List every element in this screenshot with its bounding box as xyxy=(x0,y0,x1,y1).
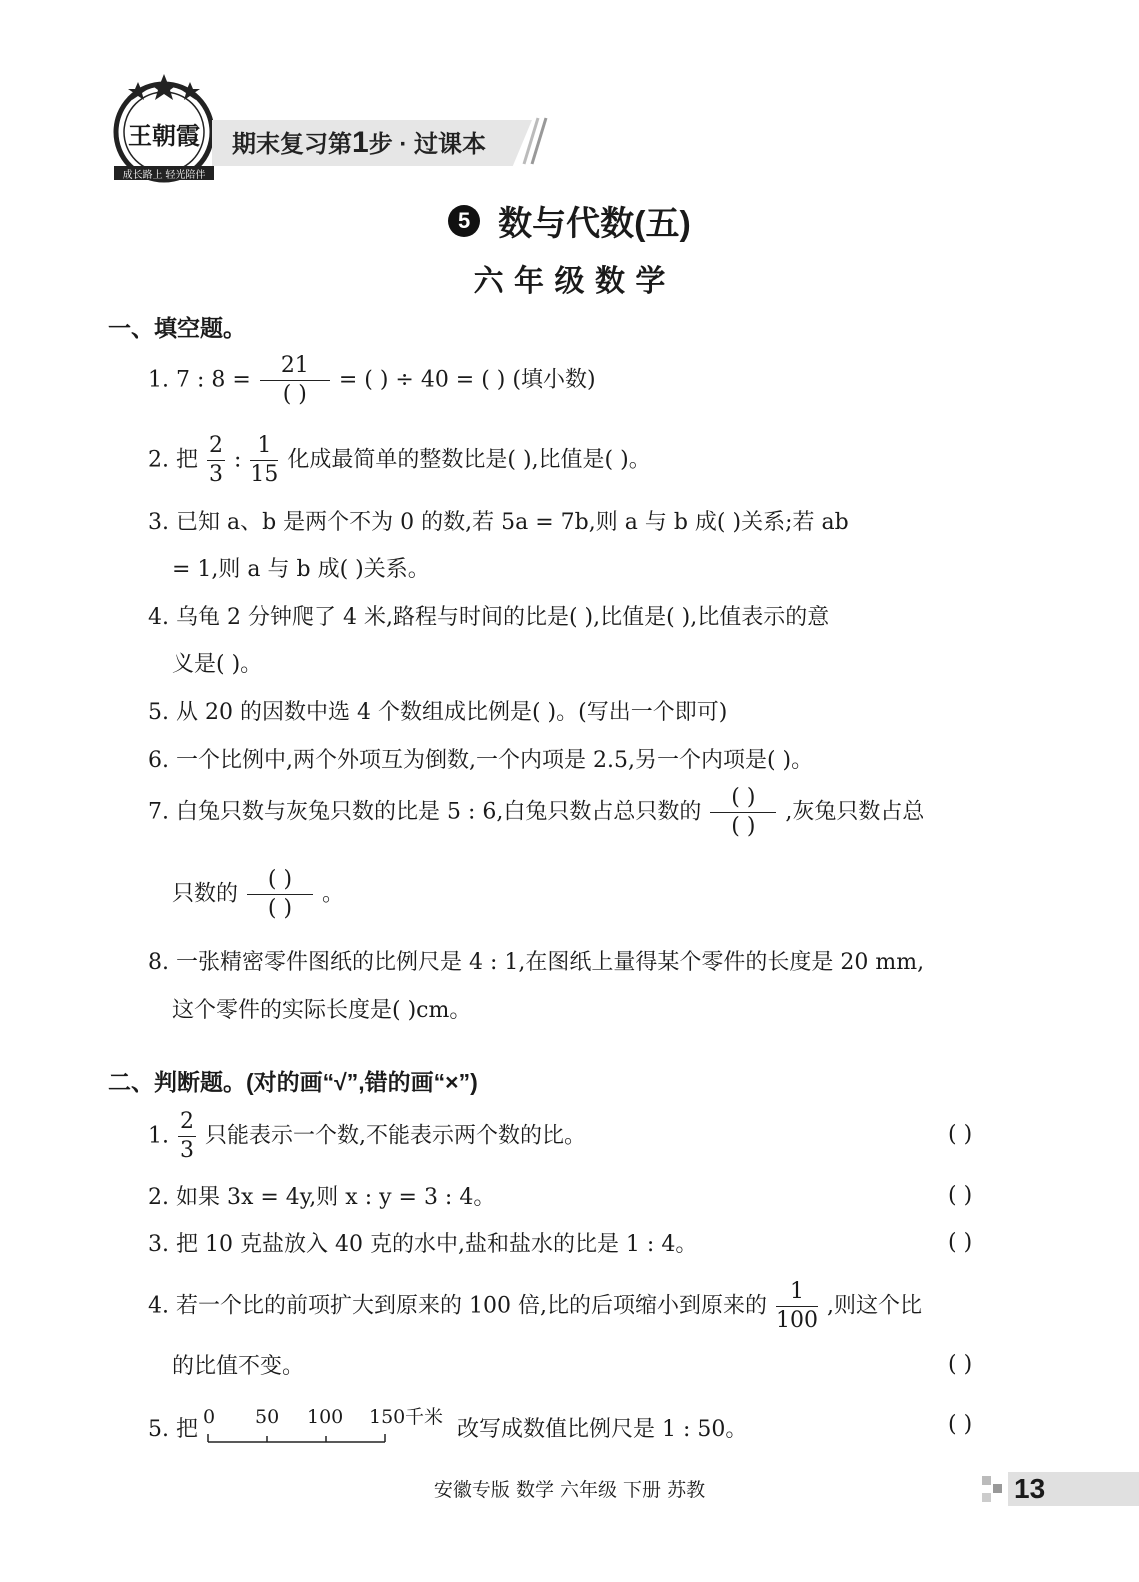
j1-fraction xyxy=(178,1108,196,1165)
judge-q2-answer[interactable]: ( ) xyxy=(948,1183,973,1208)
q2-colon: : xyxy=(233,447,242,473)
header-banner-text xyxy=(232,124,486,160)
fill-q8-line2: 这个零件的实际长度是( )cm。 xyxy=(172,998,472,1023)
fill-q4-line1: 4. 乌龟 2 分钟爬了 4 米,路程与时间的比是( ),比值是( ),比值表示的意 xyxy=(148,605,830,630)
logo-text: 王朝霞 xyxy=(128,121,200,150)
fill-q4-line2: 义是( )。 xyxy=(172,652,263,677)
footer-text: 安徽专版 数学 六年级 下册 苏教 xyxy=(433,1479,706,1501)
scale-bar xyxy=(202,1406,450,1448)
judge-q2: 2. 如果 3x = 4y,则 x : y = 3 : 4。 xyxy=(148,1185,496,1210)
fill-q6: 6. 一个比例中,两个外项互为倒数,一个内项是 2.5,另一个内项是( )。 xyxy=(148,748,814,773)
j4-suffix: ,则这个比 xyxy=(826,1293,922,1319)
j4-den: 100 xyxy=(775,1308,818,1333)
fill-q5: 5. 从 20 的因数中选 4 个数组成比例是( )。(写出一个即可) xyxy=(148,700,728,725)
fill-q3-line2: = 1,则 a 与 b 成( )关系。 xyxy=(172,557,430,582)
judge-q4-line2: 的比值不变。 xyxy=(172,1354,305,1379)
q7-prefix: 7. 白兔只数与灰兔只数的比是 5 : 6,白兔只数占总只数的 xyxy=(148,799,702,825)
j1-num: 2 xyxy=(178,1108,196,1137)
judge-q1-answer[interactable]: ( ) xyxy=(948,1122,973,1147)
fill-q1 xyxy=(148,352,596,409)
q1-prefix: 1. 7 : 8 = xyxy=(148,367,251,393)
logo-ribbon-text: 成长路上 轻光陪伴 xyxy=(122,170,206,181)
scale-label-100: 100 xyxy=(306,1406,344,1428)
q1-numerator: 21 xyxy=(260,352,330,381)
section1-heading: 一、填空题。 xyxy=(108,315,246,341)
scale-label-0: 0 xyxy=(202,1406,216,1428)
j5-prefix: 5. 把 xyxy=(148,1417,198,1442)
section2-heading: 二、判断题。(对的画“√”,错的画“×”) xyxy=(108,1069,478,1095)
q2-fraction-2 xyxy=(250,432,278,489)
j5-suffix: 改写成数值比例尺是 1 : 50。 xyxy=(456,1417,748,1442)
scale-line-icon xyxy=(207,1432,397,1446)
judge-q3: 3. 把 10 克盐放入 40 克的水中,盐和盐水的比是 1 : 4。 xyxy=(148,1232,698,1257)
fill-q7-line2 xyxy=(172,866,344,923)
j4-num: 1 xyxy=(776,1278,818,1307)
fill-q3-line1: 3. 已知 a、b 是两个不为 0 的数,若 5a = 7b,则 a 与 b 成( )关系;若 ab xyxy=(148,510,849,535)
footer-squares xyxy=(982,1476,1004,1502)
q7-line2-text: 只数的 xyxy=(172,881,239,907)
q2-f2-num: 1 xyxy=(250,432,278,461)
judge-q5 xyxy=(148,1406,748,1448)
scale-unit: 千米 xyxy=(404,1406,443,1428)
j4-fraction xyxy=(776,1278,818,1335)
q7-f1-den: ( ) xyxy=(731,814,756,839)
q7-middle: ,灰兔只数占总 xyxy=(785,799,925,825)
q2-prefix: 2. 把 xyxy=(148,447,198,473)
judge-q3-answer[interactable]: ( ) xyxy=(948,1230,973,1255)
page-title xyxy=(0,196,1139,245)
subtitle: 六 年 级 数 学 xyxy=(473,264,666,299)
banner-step: 1 xyxy=(352,126,369,159)
judge-q1 xyxy=(148,1108,586,1165)
title-text: 数与代数(五) xyxy=(498,205,691,243)
stripes-icon xyxy=(520,116,550,166)
q2-f2-den: 15 xyxy=(250,462,279,487)
fill-q2 xyxy=(148,432,651,489)
q2-f1-den: 3 xyxy=(208,462,223,487)
j1-prefix: 1. xyxy=(148,1123,169,1149)
logo-badge xyxy=(108,72,220,184)
j1-text: 只能表示一个数,不能表示两个数的比。 xyxy=(205,1123,586,1149)
j4-prefix: 4. 若一个比的前项扩大到原来的 100 倍,比的后项缩小到原来的 xyxy=(148,1293,767,1319)
scale-label-50: 50 xyxy=(254,1406,280,1428)
q7-f2-den: ( ) xyxy=(267,896,293,921)
q2-fraction-1 xyxy=(207,432,225,489)
q2-suffix: 化成最简单的整数比是( ),比值是( )。 xyxy=(287,447,651,473)
page-number: 13 xyxy=(1014,1473,1046,1504)
q7-fraction-2 xyxy=(247,866,313,923)
fill-q7-line1 xyxy=(148,784,924,841)
q7-f1-num: ( ) xyxy=(710,784,776,813)
title-number-badge: 5 xyxy=(448,205,480,237)
q7-fraction-1 xyxy=(710,784,776,841)
header-stripes xyxy=(520,116,550,166)
j1-den: 3 xyxy=(180,1138,194,1163)
banner-suffix: 步 · 过课本 xyxy=(368,131,487,158)
q1-denominator: ( ) xyxy=(282,382,307,407)
q7-end: 。 xyxy=(322,881,345,907)
judge-q5-answer[interactable]: ( ) xyxy=(948,1412,973,1437)
judge-q4-line1 xyxy=(148,1278,922,1335)
scale-label-150: 150 xyxy=(368,1406,406,1428)
banner-prefix: 期末复习第 xyxy=(232,131,352,158)
q2-f1-num: 2 xyxy=(207,432,225,461)
q1-suffix: = ( ) ÷ 40 = ( ) (填小数) xyxy=(338,367,596,393)
q1-fraction xyxy=(260,352,330,409)
judge-q4-answer[interactable]: ( ) xyxy=(948,1352,973,1377)
q7-f2-num: ( ) xyxy=(247,866,313,895)
squares-icon xyxy=(982,1476,1004,1502)
fill-q8-line1: 8. 一张精密零件图纸的比例尺是 4 : 1,在图纸上量得某个零件的长度是 20 mm, xyxy=(148,950,925,975)
